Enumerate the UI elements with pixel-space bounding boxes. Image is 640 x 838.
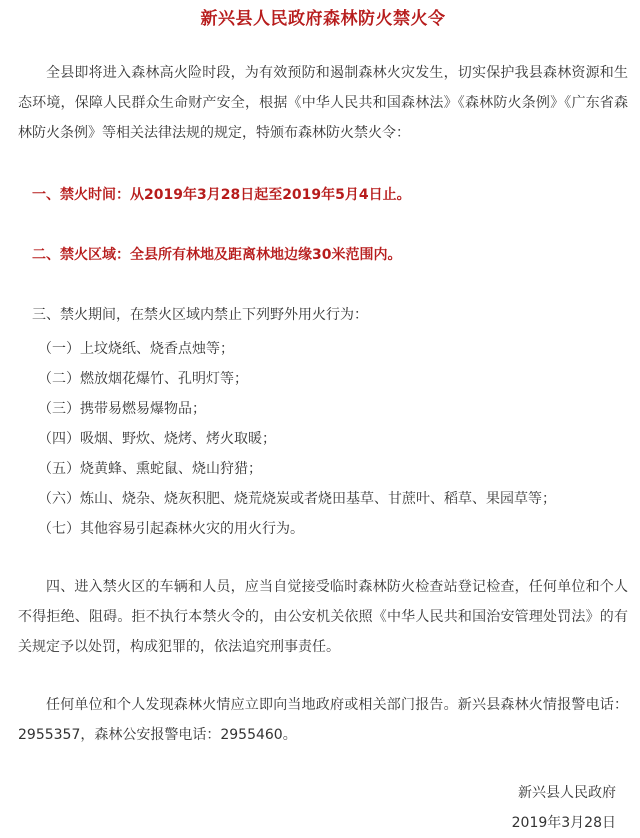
list-item: （四）吸烟、野炊、烧烤、烤火取暖； — [38, 431, 276, 447]
list-item: （七）其他容易引起森林火灾的用火行为。 — [38, 521, 304, 537]
list-item: （五）烧黄蜂、熏蛇鼠、烧山狩猎； — [38, 461, 262, 477]
list-item: （二）燃放烟花爆竹、孔明灯等； — [38, 371, 248, 387]
document-title: 新兴县人民政府森林防火禁火令 — [200, 9, 446, 29]
list-item: （一）上坟烧纸、烧香点烛等； — [38, 341, 234, 357]
list-item: （六）炼山、烧杂、烧灰积肥、烧荒烧炭或者烧田基草、甘蔗叶、稻草、果园草等； — [38, 491, 556, 507]
report-paragraph: 任何单位和个人发现森林火情应立即向当地政府或相关部门报告。新兴县森林火情报警电话：2955357，森林公安报警电话：2955460。 — [18, 697, 628, 743]
section-ban-area: 二、禁火区域：全县所有林地及距离林地边缘30米范围内。 — [32, 247, 402, 263]
signature-date: 2019年3月28日 — [511, 815, 616, 831]
prohibited-list — [18, 334, 628, 544]
list-item: （三）携带易燃易爆物品； — [38, 401, 206, 417]
signature-org: 新兴县人民政府 — [518, 785, 616, 801]
section-ban-time: 一、禁火时间：从2019年3月28日起至2019年5月4日止。 — [32, 187, 411, 203]
intro-paragraph: 全县即将进入森林高火险时段，为有效预防和遏制森林火灾发生，切实保护我县森林资源和生态环境，保障人民群众生命财产安全，根据《中华人民共和国森林法》《森林防火条例》《广东省森林防火条例》等相关法律法规的规定，特颁布森林防火禁火令： — [18, 65, 628, 141]
section-prohibited-heading: 三、禁火期间，在禁火区域内禁止下列野外用火行为： — [32, 307, 368, 323]
section-vehicles-personnel: 四、进入禁火区的车辆和人员，应当自觉接受临时森林防火检查站登记检查，任何单位和个人不得拒绝、阻碍。拒不执行本禁火令的，由公安机关依照《中华人民共和国治安管理处罚法》的有关规定予以处罚，构成犯罪的，依法追究刑事责任。 — [18, 579, 628, 655]
